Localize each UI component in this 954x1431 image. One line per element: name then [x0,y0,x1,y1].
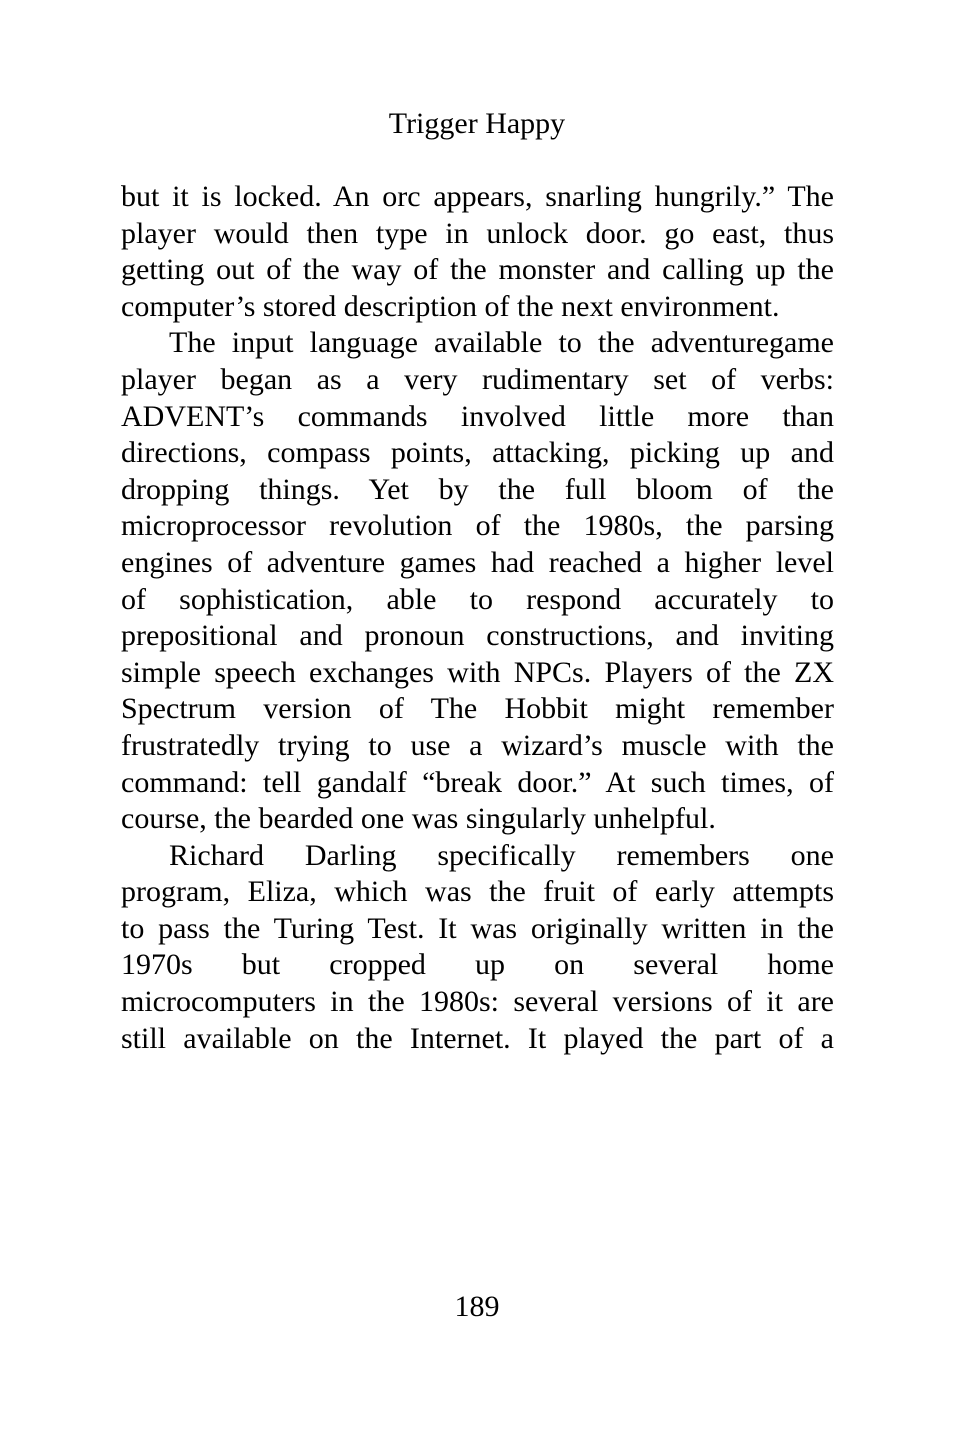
text-line: Richard Darling specifically remembers one [169,838,834,872]
text-line: program, Eliza, which was the fruit of early attempts [121,875,834,909]
text-line: microcomputers in the 1980s: several versions of it are [121,985,834,1019]
text-line: course, the bearded one was singularly unhelpful. [121,802,716,836]
running-head: Trigger Happy [388,107,566,140]
text-line: ADVENT’s commands involved little more than [121,399,834,433]
text-line: still available on the Internet. It played the part of a [121,1021,834,1055]
text-line: getting out of the way of the monster and calling up the [121,253,834,287]
text-line: microprocessor revolution of the 1980s, the parsing [121,509,834,543]
text-line: dropping things. Yet by the full bloom of the [121,472,834,506]
text-line: player began as a very rudimentary set of verbs: [121,362,834,396]
paragraph [121,325,834,837]
text-line: frustratedly trying to use a wizard’s muscle with the [121,728,834,762]
text-line: prepositional and pronoun constructions, and inviting [121,619,834,653]
text-line: of sophistication, able to respond accurately to [121,582,834,616]
text-line: player would then type in unlock door. go east, thus [121,216,834,250]
text-line: but it is locked. An orc appears, snarling hungrily.” The [121,180,834,213]
text-line: directions, compass points, attacking, picking up and [121,436,834,470]
text-line: 1970s but cropped up on several home [121,948,834,982]
text-line: command: tell gandalf “break door.” At such times, of [121,765,834,799]
paragraph [121,838,834,1058]
body-text [121,179,834,1057]
text-line: computer’s stored description of the next environment. [121,289,780,323]
paragraph [121,179,834,325]
text-line: simple speech exchanges with NPCs. Players of the ZX [121,655,834,689]
text-line: engines of adventure games had reached a higher level [121,545,834,579]
text-line: to pass the Turing Test. It was originally written in the [121,911,834,945]
text-line: The input language available to the adventuregame [169,326,834,360]
page-number: 189 [454,1290,500,1323]
text-line: Spectrum version of The Hobbit might remember [121,692,834,726]
